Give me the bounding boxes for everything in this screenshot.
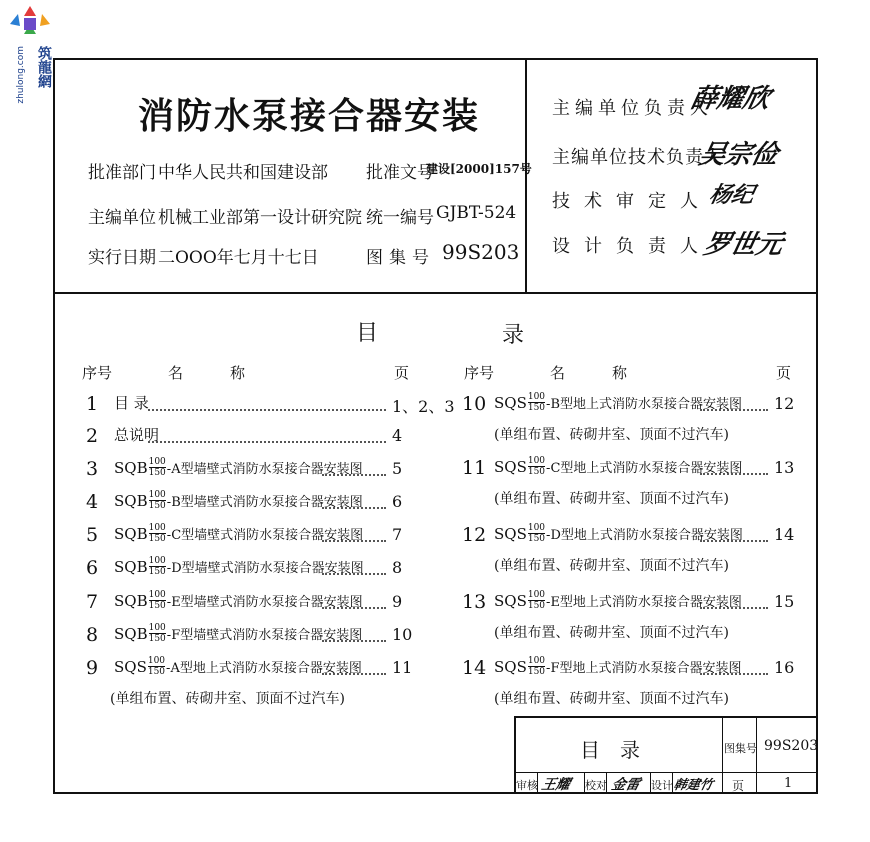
item-title: -B型地上式消防水泵接合器安装图 <box>546 397 742 412</box>
diameter-fraction <box>528 523 545 544</box>
toc-item-page: 7 <box>392 525 403 544</box>
diameter-top: 100 <box>527 523 546 533</box>
titleblock-name-a: 目 <box>580 738 600 762</box>
diameter-fraction <box>528 656 545 677</box>
toc-item-note: (单组布置、砖砌井室、顶面不过汽车) <box>494 491 729 507</box>
toc-item-page: 15 <box>774 592 795 611</box>
toc-item-number: 2 <box>85 425 99 447</box>
logo-mark-icon <box>6 4 54 44</box>
toc-item-number: 4 <box>85 491 99 513</box>
col-name-b-left: 称 <box>230 364 246 382</box>
toc-item-page: 4 <box>392 426 403 445</box>
toc-item-number: 13 <box>462 591 487 613</box>
toc-item-page: 11 <box>392 658 413 677</box>
item-title: -E型地上式消防水泵接合器安装图 <box>546 595 742 610</box>
col-name-a-right: 名 <box>550 364 566 382</box>
titleblock-top-line <box>514 716 818 718</box>
model-prefix: SQB <box>114 557 148 576</box>
signature-4: 罗世元 <box>701 230 786 260</box>
toc-item-note: (单组布置、砖砌井室、顶面不过汽车) <box>494 558 729 574</box>
diameter-fraction <box>528 590 545 611</box>
col-page-left: 页 <box>394 364 410 382</box>
titleblock-mid-line <box>514 772 818 773</box>
titleblock-page-label: 页 <box>732 779 745 793</box>
titleblock-atlas-label: 图集号 <box>724 742 757 755</box>
dot-leader <box>322 507 386 509</box>
diameter-top: 100 <box>527 392 546 402</box>
dot-leader <box>700 473 768 475</box>
toc-item-note: (单组布置、砖砌井室、顶面不过汽车) <box>110 691 345 707</box>
unified-no-label: 统一编号 <box>366 208 434 228</box>
toc-item-page: 5 <box>392 459 403 478</box>
atlas-no-label: 图集号 <box>366 248 435 268</box>
toc-item-number: 1 <box>85 393 99 415</box>
dot-leader <box>700 673 768 675</box>
dot-leader <box>148 409 386 411</box>
col-name-a-left: 名 <box>168 364 184 382</box>
dot-leader <box>322 573 386 575</box>
diameter-bottom: 150 <box>148 601 166 611</box>
diameter-top: 100 <box>148 457 166 467</box>
logo-brand: 筑龍網 <box>36 46 52 88</box>
diameter-top: 100 <box>527 456 546 466</box>
titleblock-page-no: 1 <box>784 776 793 791</box>
toc-item-page: 16 <box>774 658 795 677</box>
effective-date: 二OOO年七月十七日 <box>158 248 319 268</box>
toc-item-note: (单组布置、砖砌井室、顶面不过汽车) <box>494 427 729 443</box>
diameter-bottom: 150 <box>148 567 166 577</box>
toc-item-number: 5 <box>85 524 99 546</box>
toc-item-note: (单组布置、砖砌井室、顶面不过汽车) <box>494 625 729 641</box>
diameter-bottom: 150 <box>147 667 166 677</box>
dot-leader <box>700 540 768 542</box>
model-prefix: SQB <box>114 458 148 477</box>
diameter-fraction <box>149 590 166 611</box>
titleblock-review-label: 审核 <box>516 779 538 792</box>
col-name-b-right: 称 <box>612 364 628 382</box>
model-prefix: SQS <box>494 524 527 543</box>
signature-role-3: 技术审定人 <box>552 191 712 212</box>
toc-item-note: (单组布置、砖砌井室、顶面不过汽车) <box>494 691 729 707</box>
model-prefix: SQB <box>114 491 148 510</box>
diameter-bottom: 150 <box>148 468 166 478</box>
diameter-top: 100 <box>148 623 166 633</box>
toc-item-page: 9 <box>392 592 403 611</box>
approval-doc-label: 批准文号 <box>366 163 434 183</box>
diameter-bottom: 150 <box>527 467 546 477</box>
page-title: 消防水泵接合器安装 <box>138 95 481 137</box>
toc-title-left: 目 <box>356 321 379 346</box>
titleblock-check-label: 校对 <box>585 779 607 792</box>
header-divider-horizontal <box>53 292 818 294</box>
item-title: -C型墙壁式消防水泵接合器安装图 <box>166 528 364 543</box>
toc-item-page: 10 <box>392 625 413 644</box>
col-no-left: 序号 <box>82 364 113 382</box>
toc-item-number: 14 <box>462 657 487 679</box>
dot-leader <box>322 673 386 675</box>
signature-role-4: 设计负责人 <box>552 236 712 257</box>
item-title: -E型墙壁式消防水泵接合器安装图 <box>166 595 363 610</box>
toc-item-page: 6 <box>392 492 403 511</box>
toc-item-number: 11 <box>462 457 487 479</box>
dot-leader <box>148 441 386 443</box>
diameter-top: 100 <box>148 556 166 566</box>
signature-3: 杨纪 <box>706 182 757 208</box>
toc-item-number: 3 <box>85 458 99 480</box>
toc-item-number: 12 <box>462 524 487 546</box>
atlas-no: 99S203 <box>442 240 520 264</box>
diameter-bottom: 150 <box>527 534 546 544</box>
signature-1: 薛耀欣 <box>688 84 773 114</box>
titleblock-atlas-no: 99S203 <box>764 738 819 754</box>
titleblock-review-sig: 王耀 <box>540 777 572 793</box>
dot-leader <box>322 640 386 642</box>
toc-item-number: 9 <box>85 657 99 679</box>
toc-item-number: 10 <box>462 393 487 415</box>
diameter-top: 100 <box>148 490 166 500</box>
diameter-bottom: 150 <box>527 667 546 677</box>
site-logo <box>6 4 56 114</box>
model-prefix: SQB <box>114 624 148 643</box>
model-prefix: SQS <box>114 657 147 676</box>
approval-dept: 中华人民共和国建设部 <box>158 163 328 183</box>
toc-item-number: 6 <box>85 557 99 579</box>
diameter-bottom: 150 <box>148 634 166 644</box>
item-title: -F型地上式消防水泵接合器安装图 <box>546 661 742 676</box>
dot-leader <box>700 409 768 411</box>
model-prefix: SQS <box>494 393 527 412</box>
logo-url: zhulong.com <box>16 46 26 104</box>
toc-item-page: 8 <box>392 558 403 577</box>
item-title: -C型地上式消防水泵接合器安装图 <box>546 461 743 476</box>
model-prefix: SQB <box>114 591 148 610</box>
unified-no: GJBT-524 <box>436 203 517 223</box>
signature-role-2: 主编单位技术负责人 <box>552 147 723 168</box>
diameter-fraction <box>149 490 166 511</box>
dot-leader <box>322 474 386 476</box>
item-title: 目 录 <box>114 394 149 412</box>
item-title: -D型地上式消防水泵接合器安装图 <box>546 528 743 543</box>
effective-date-label: 实行日期 <box>88 248 156 268</box>
diameter-fraction <box>149 523 166 544</box>
diameter-top: 100 <box>527 590 546 600</box>
diameter-bottom: 150 <box>527 601 546 611</box>
dot-leader <box>700 607 768 609</box>
item-title: -A型地上式消防水泵接合器安装图 <box>166 661 362 676</box>
model-prefix: SQS <box>494 591 527 610</box>
signature-2: 吴宗俭 <box>696 140 781 170</box>
item-title: -B型墙壁式消防水泵接合器安装图 <box>166 495 363 510</box>
diameter-top: 100 <box>148 523 166 533</box>
dot-leader <box>322 540 386 542</box>
col-no-right: 序号 <box>464 364 495 382</box>
toc-item-name[interactable] <box>114 392 149 413</box>
diameter-fraction <box>528 456 545 477</box>
toc-item-page: 12 <box>774 394 795 413</box>
approval-doc: 建设[2000]157号 <box>426 162 532 176</box>
editor-unit: 机械工业部第一设计研究院 <box>158 208 362 228</box>
diameter-bottom: 150 <box>148 534 166 544</box>
toc-title-right: 录 <box>502 323 525 348</box>
titleblock-atlas-divider <box>722 716 723 794</box>
diameter-bottom: 150 <box>148 501 166 511</box>
diameter-top: 100 <box>148 590 166 600</box>
editor-unit-label: 主编单位 <box>88 208 156 228</box>
diameter-fraction <box>148 656 165 677</box>
toc-item-page: 13 <box>774 458 795 477</box>
diameter-top: 100 <box>147 656 166 666</box>
diameter-fraction <box>528 392 545 413</box>
item-title: -D型墙壁式消防水泵接合器安装图 <box>166 561 364 576</box>
toc-item-page: 14 <box>774 525 795 544</box>
dot-leader <box>322 607 386 609</box>
titleblock-design-sig: 韩建竹 <box>671 778 715 793</box>
approval-dept-label: 批准部门 <box>88 163 156 183</box>
model-prefix: SQS <box>494 457 527 476</box>
col-page-right: 页 <box>776 364 792 382</box>
signature-role-1: 主编单位负责人 <box>552 98 713 119</box>
diameter-fraction <box>149 556 166 577</box>
toc-item-page: 1、2、3 <box>392 397 455 416</box>
item-title: 总说明 <box>114 426 160 444</box>
item-title: -F型墙壁式消防水泵接合器安装图 <box>166 628 363 643</box>
titleblock-name-b: 录 <box>620 738 640 762</box>
titleblock-design-label: 设计 <box>651 779 673 792</box>
toc-item-number: 8 <box>85 624 99 646</box>
model-prefix: SQS <box>494 657 527 676</box>
item-title: -A型墙壁式消防水泵接合器安装图 <box>166 462 363 477</box>
diameter-fraction <box>149 623 166 644</box>
model-prefix: SQB <box>114 524 148 543</box>
diameter-bottom: 150 <box>527 403 546 413</box>
diameter-fraction <box>149 457 166 478</box>
toc-item-number: 7 <box>85 591 99 613</box>
diameter-top: 100 <box>527 656 546 666</box>
titleblock-check-sig: 金雷 <box>610 777 642 793</box>
